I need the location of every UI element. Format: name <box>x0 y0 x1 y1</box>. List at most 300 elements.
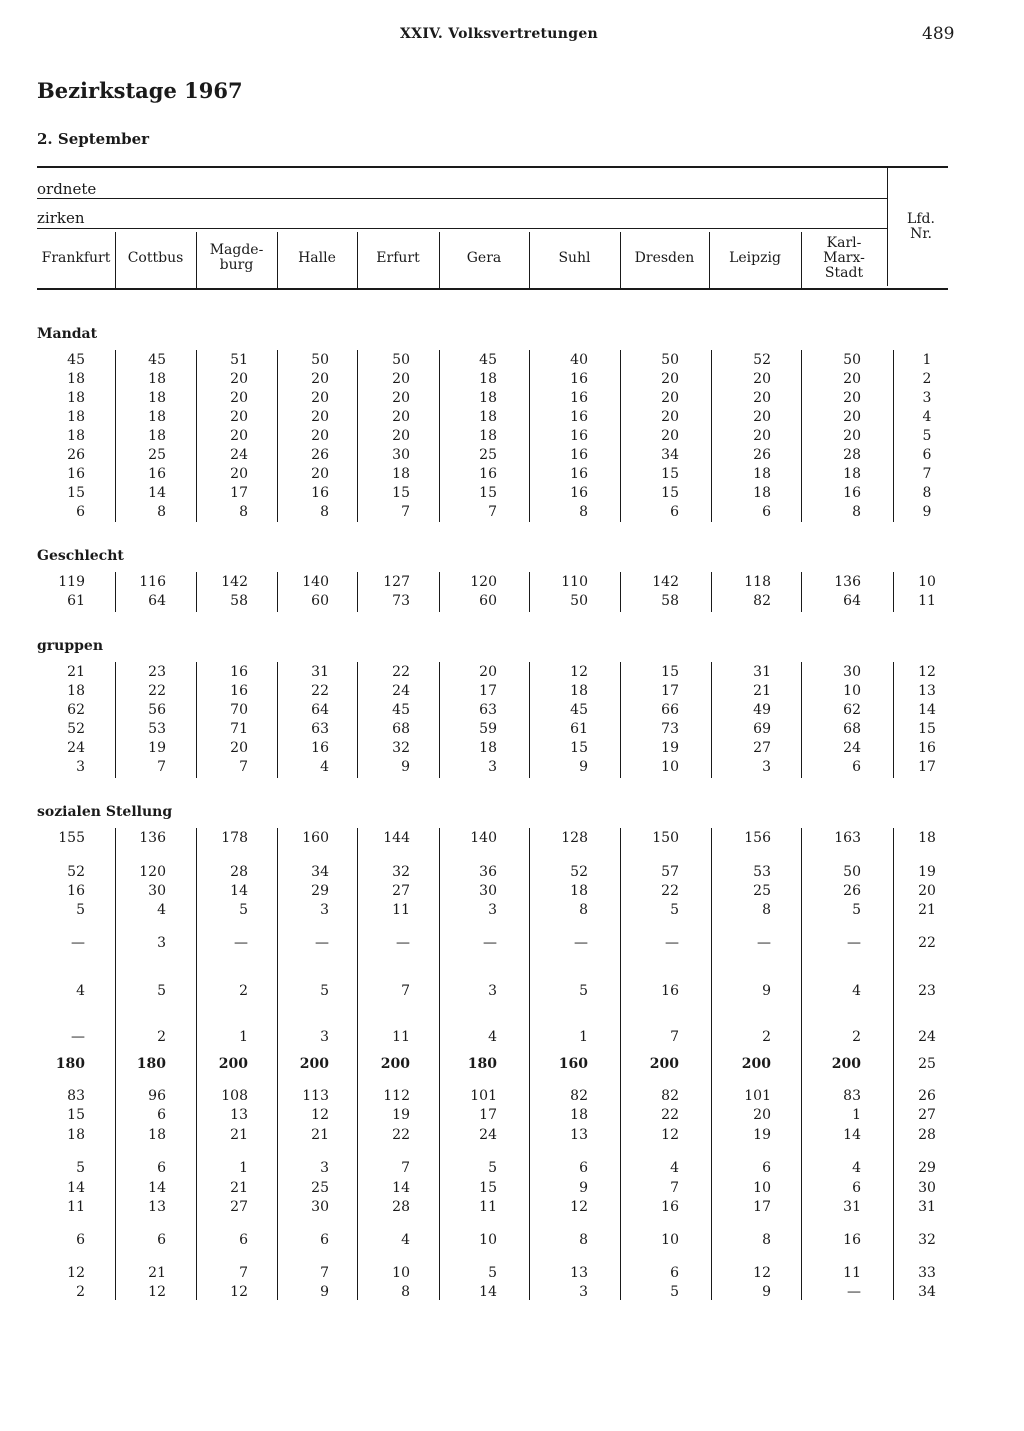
column-rule <box>196 662 197 778</box>
table-cell: 120 <box>470 574 497 590</box>
table-cell: 32 <box>392 740 410 756</box>
table-cell: 20 <box>311 466 329 482</box>
table-cell: 73 <box>392 593 410 609</box>
table-cell: 2 <box>762 1029 771 1045</box>
column-rule <box>711 572 712 612</box>
table-cell: 16 <box>67 466 85 482</box>
table-cell: 22 <box>661 883 679 899</box>
column-rule <box>196 572 197 612</box>
table-cell: 15 <box>479 485 497 501</box>
table-cell: 60 <box>479 593 497 609</box>
table-cell: 62 <box>67 702 85 718</box>
table-cell: 200 <box>741 1056 771 1072</box>
table-cell: 25 <box>311 1180 329 1196</box>
column-rule <box>277 572 278 612</box>
row-number: 2 <box>922 371 932 387</box>
table-cell: 113 <box>302 1088 329 1104</box>
row-number: 5 <box>922 428 932 444</box>
table-cell: 6 <box>157 1160 166 1176</box>
table-cell: 12 <box>753 1265 771 1281</box>
table-cell: 3 <box>76 759 85 775</box>
table-cell: 20 <box>843 409 861 425</box>
table-cell: 50 <box>843 864 861 880</box>
table-cell: 28 <box>843 447 861 463</box>
table-cell: 3 <box>320 902 329 918</box>
table-cell: 12 <box>570 664 588 680</box>
table-cell: 200 <box>831 1056 861 1072</box>
table-cell: 16 <box>230 664 248 680</box>
table-cell: 7 <box>157 759 166 775</box>
row-number: 17 <box>918 759 936 775</box>
table-cell: 5 <box>488 1265 497 1281</box>
row-number: 10 <box>918 574 936 590</box>
header-row-label-2: zirken <box>37 209 85 227</box>
table-cell: 1 <box>239 1029 248 1045</box>
table-cell: 7 <box>670 1180 679 1196</box>
table-cell: 2 <box>239 983 248 999</box>
table-cell: 128 <box>561 830 588 846</box>
page-date: 2. September <box>37 130 150 148</box>
table-cell: 20 <box>392 409 410 425</box>
table-cell: 14 <box>148 485 166 501</box>
table-cell: 64 <box>311 702 329 718</box>
table-cell: — <box>757 935 771 951</box>
table-cell: 14 <box>67 1180 85 1196</box>
table-cell: 14 <box>392 1180 410 1196</box>
table-cell: 82 <box>661 1088 679 1104</box>
table-cell: 13 <box>570 1127 588 1143</box>
table-cell: 14 <box>148 1180 166 1196</box>
table-cell: 18 <box>67 409 85 425</box>
table-cell: 45 <box>148 352 166 368</box>
table-cell: 16 <box>311 740 329 756</box>
table-cell: 26 <box>843 883 861 899</box>
table-cell: — <box>71 935 85 951</box>
column-rule <box>529 572 530 612</box>
table-cell: 150 <box>652 830 679 846</box>
table-cell: 18 <box>843 466 861 482</box>
table-cell: 21 <box>148 1265 166 1281</box>
table-cell: 20 <box>311 390 329 406</box>
table-cell: 1 <box>239 1160 248 1176</box>
column-header-divider <box>801 232 802 288</box>
table-cell: 116 <box>139 574 166 590</box>
table-cell: 180 <box>136 1056 166 1072</box>
table-cell: 26 <box>753 447 771 463</box>
table-cell: 8 <box>320 504 329 520</box>
table-cell: 20 <box>661 390 679 406</box>
table-cell: 120 <box>139 864 166 880</box>
table-cell: 83 <box>67 1088 85 1104</box>
table-cell: 2 <box>76 1284 85 1300</box>
table-cell: 160 <box>558 1056 588 1072</box>
table-cell: 11 <box>479 1199 497 1215</box>
table-cell: 142 <box>652 574 679 590</box>
table-cell: 156 <box>744 830 771 846</box>
table-cell: 3 <box>320 1160 329 1176</box>
table-cell: 31 <box>843 1199 861 1215</box>
table-cell: 60 <box>311 593 329 609</box>
table-cell: 16 <box>843 1232 861 1248</box>
table-cell: 5 <box>157 983 166 999</box>
table-cell: 70 <box>230 702 248 718</box>
table-cell: 96 <box>148 1088 166 1104</box>
row-number: 18 <box>918 830 936 846</box>
column-header: Frankfurt <box>41 249 111 266</box>
row-number: 27 <box>918 1107 936 1123</box>
table-cell: 7 <box>401 1160 410 1176</box>
table-cell: 3 <box>488 759 497 775</box>
table-cell: 20 <box>479 664 497 680</box>
table-cell: 11 <box>843 1265 861 1281</box>
table-cell: 17 <box>230 485 248 501</box>
table-cell: 3 <box>157 935 166 951</box>
column-rule <box>439 828 440 1300</box>
table-cell: 30 <box>843 664 861 680</box>
table-cell: 163 <box>834 830 861 846</box>
column-header: Gera <box>466 249 502 266</box>
column-rule <box>711 828 712 1300</box>
table-cell: 18 <box>67 390 85 406</box>
table-cell: 7 <box>670 1029 679 1045</box>
table-cell: 50 <box>661 352 679 368</box>
table-cell: 61 <box>67 593 85 609</box>
table-cell: 18 <box>148 390 166 406</box>
row-number: 25 <box>918 1056 936 1072</box>
table-cell: 6 <box>76 1232 85 1248</box>
table-cell: 22 <box>392 1127 410 1143</box>
table-cell: 50 <box>392 352 410 368</box>
table-cell: 15 <box>661 485 679 501</box>
row-number: 26 <box>918 1088 936 1104</box>
table-cell: 4 <box>157 902 166 918</box>
table-cell: 4 <box>670 1160 679 1176</box>
table-cell: 22 <box>148 683 166 699</box>
row-number: 12 <box>918 664 936 680</box>
table-cell: 21 <box>67 664 85 680</box>
column-rule <box>196 828 197 1300</box>
column-header: Magde- burg <box>209 242 264 273</box>
table-cell: 108 <box>221 1088 248 1104</box>
table-cell: 2 <box>852 1029 861 1045</box>
table-cell: 15 <box>661 466 679 482</box>
table-cell: 2 <box>157 1029 166 1045</box>
table-cell: 31 <box>311 664 329 680</box>
table-cell: 8 <box>239 504 248 520</box>
table-cell: 21 <box>230 1180 248 1196</box>
table-cell: 11 <box>67 1199 85 1215</box>
table-cell: 200 <box>649 1056 679 1072</box>
table-cell: 12 <box>661 1127 679 1143</box>
table-cell: 52 <box>753 352 771 368</box>
table-cell: 30 <box>479 883 497 899</box>
row-number: 30 <box>918 1180 936 1196</box>
column-header: Halle <box>298 249 336 266</box>
table-cell: 20 <box>661 371 679 387</box>
table-cell: 17 <box>661 683 679 699</box>
table-cell: 36 <box>479 864 497 880</box>
table-cell: 20 <box>230 466 248 482</box>
table-cell: 4 <box>852 1160 861 1176</box>
table-cell: 5 <box>852 902 861 918</box>
table-cell: 13 <box>230 1107 248 1123</box>
table-cell: 18 <box>753 485 771 501</box>
table-cell: 6 <box>852 1180 861 1196</box>
table-cell: 63 <box>311 721 329 737</box>
table-cell: 160 <box>302 830 329 846</box>
table-cell: 5 <box>239 902 248 918</box>
table-cell: 8 <box>157 504 166 520</box>
table-cell: 50 <box>570 593 588 609</box>
table-cell: 20 <box>753 390 771 406</box>
table-cell: 101 <box>470 1088 497 1104</box>
table-cell: 68 <box>843 721 861 737</box>
table-cell: 19 <box>148 740 166 756</box>
table-cell: 4 <box>488 1029 497 1045</box>
table-cell: 6 <box>157 1232 166 1248</box>
column-rule <box>357 572 358 612</box>
table-cell: 64 <box>843 593 861 609</box>
table-cell: 8 <box>762 1232 771 1248</box>
table-cell: 20 <box>753 409 771 425</box>
row-number: 8 <box>922 485 932 501</box>
row-number: 32 <box>918 1232 936 1248</box>
page-title: Bezirkstage 1967 <box>37 78 243 103</box>
table-cell: 9 <box>579 1180 588 1196</box>
table-cell: 6 <box>320 1232 329 1248</box>
table-cell: 16 <box>311 485 329 501</box>
table-cell: 7 <box>239 759 248 775</box>
column-header-divider <box>115 232 116 288</box>
table-cell: 155 <box>58 830 85 846</box>
row-number: 9 <box>922 504 932 520</box>
table-cell: 61 <box>570 721 588 737</box>
table-cell: 6 <box>157 1107 166 1123</box>
table-cell: 57 <box>661 864 679 880</box>
table-cell: 20 <box>392 371 410 387</box>
table-cell: 7 <box>401 504 410 520</box>
table-cell: 49 <box>753 702 771 718</box>
column-rule <box>801 662 802 778</box>
table-cell: 50 <box>311 352 329 368</box>
table-cell: 32 <box>392 864 410 880</box>
table-cell: 10 <box>843 683 861 699</box>
table-cell: 14 <box>843 1127 861 1143</box>
column-header: Leipzig <box>729 249 781 266</box>
table-cell: 24 <box>67 740 85 756</box>
table-cell: 200 <box>218 1056 248 1072</box>
table-cell: 20 <box>311 428 329 444</box>
header-top-rule <box>37 166 948 168</box>
table-cell: 16 <box>570 390 588 406</box>
table-cell: 18 <box>67 1127 85 1143</box>
column-rule <box>893 662 894 778</box>
table-cell: 3 <box>488 983 497 999</box>
table-cell: 63 <box>479 702 497 718</box>
column-header-divider <box>357 232 358 288</box>
table-cell: 112 <box>383 1088 410 1104</box>
row-number: 22 <box>918 935 936 951</box>
table-cell: 101 <box>744 1088 771 1104</box>
table-cell: 24 <box>392 683 410 699</box>
table-cell: 19 <box>753 1127 771 1143</box>
table-cell: 8 <box>401 1284 410 1300</box>
column-rule <box>711 662 712 778</box>
column-rule <box>801 828 802 1300</box>
table-cell: — <box>234 935 248 951</box>
table-cell: 29 <box>311 883 329 899</box>
table-cell: 20 <box>843 371 861 387</box>
table-cell: 12 <box>148 1284 166 1300</box>
table-cell: 45 <box>392 702 410 718</box>
column-rule <box>277 662 278 778</box>
column-header-divider <box>196 232 197 288</box>
table-cell: — <box>315 935 329 951</box>
table-cell: 15 <box>67 1107 85 1123</box>
row-number: 16 <box>918 740 936 756</box>
table-cell: 18 <box>753 466 771 482</box>
table-cell: 10 <box>753 1180 771 1196</box>
table-cell: 52 <box>67 721 85 737</box>
table-cell: 56 <box>148 702 166 718</box>
table-cell: 9 <box>401 759 410 775</box>
table-cell: 18 <box>148 428 166 444</box>
table-cell: 18 <box>392 466 410 482</box>
table-cell: 140 <box>470 830 497 846</box>
column-rule <box>893 350 894 522</box>
row-number: 14 <box>918 702 936 718</box>
table-cell: 27 <box>230 1199 248 1215</box>
table-cell: 20 <box>230 371 248 387</box>
header-bottom-rule <box>37 288 948 290</box>
table-cell: 16 <box>570 485 588 501</box>
table-cell: 178 <box>221 830 248 846</box>
column-rule <box>439 662 440 778</box>
running-head: XXIV. Volksvertretungen <box>400 26 599 42</box>
page-number: 489 <box>922 24 955 44</box>
table-cell: 6 <box>579 1160 588 1176</box>
table-cell: 20 <box>311 409 329 425</box>
table-cell: 1 <box>579 1029 588 1045</box>
lfd-nr-header: Lfd. Nr. <box>907 211 935 242</box>
section-label: gruppen <box>37 638 104 654</box>
table-cell: 16 <box>570 371 588 387</box>
section-label: Geschlecht <box>37 548 124 564</box>
table-cell: 13 <box>148 1199 166 1215</box>
table-cell: 20 <box>392 428 410 444</box>
table-cell: 15 <box>67 485 85 501</box>
table-cell: 17 <box>753 1199 771 1215</box>
table-cell: 1 <box>852 1107 861 1123</box>
row-number: 29 <box>918 1160 936 1176</box>
table-cell: 25 <box>148 447 166 463</box>
table-cell: 26 <box>67 447 85 463</box>
table-cell: 6 <box>670 1265 679 1281</box>
table-cell: 16 <box>67 883 85 899</box>
column-rule <box>529 828 530 1300</box>
table-cell: 20 <box>843 390 861 406</box>
table-cell: 68 <box>392 721 410 737</box>
table-cell: 30 <box>392 447 410 463</box>
table-cell: — <box>483 935 497 951</box>
table-cell: 20 <box>661 409 679 425</box>
table-cell: 4 <box>852 983 861 999</box>
table-cell: 20 <box>753 1107 771 1123</box>
table-cell: 19 <box>392 1107 410 1123</box>
column-header-divider <box>620 232 621 288</box>
table-cell: 18 <box>570 1107 588 1123</box>
table-cell: 12 <box>230 1284 248 1300</box>
table-cell: 18 <box>67 371 85 387</box>
table-cell: 82 <box>570 1088 588 1104</box>
table-cell: 6 <box>239 1232 248 1248</box>
table-cell: 3 <box>762 759 771 775</box>
table-cell: 24 <box>479 1127 497 1143</box>
table-cell: 8 <box>579 1232 588 1248</box>
table-cell: 6 <box>762 1160 771 1176</box>
table-cell: 10 <box>392 1265 410 1281</box>
table-cell: 20 <box>753 428 771 444</box>
table-cell: 17 <box>479 683 497 699</box>
table-cell: 20 <box>661 428 679 444</box>
table-cell: 30 <box>311 1199 329 1215</box>
table-cell: 20 <box>230 428 248 444</box>
table-cell: 50 <box>843 352 861 368</box>
table-cell: 14 <box>230 883 248 899</box>
column-rule <box>357 350 358 522</box>
table-cell: 6 <box>762 504 771 520</box>
section-label: Mandat <box>37 326 98 342</box>
table-cell: 59 <box>479 721 497 737</box>
column-rule <box>620 350 621 522</box>
table-cell: 20 <box>753 371 771 387</box>
table-cell: 18 <box>67 428 85 444</box>
table-cell: 27 <box>753 740 771 756</box>
row-number: 24 <box>918 1029 936 1045</box>
header-lfd-divider <box>887 168 888 286</box>
column-rule <box>620 828 621 1300</box>
table-cell: 16 <box>479 466 497 482</box>
table-cell: 26 <box>311 447 329 463</box>
column-rule <box>277 828 278 1300</box>
table-cell: 6 <box>76 504 85 520</box>
table-cell: 8 <box>579 902 588 918</box>
header-row-label-1: ordnete <box>37 180 97 198</box>
table-cell: 16 <box>570 409 588 425</box>
table-cell: 11 <box>392 902 410 918</box>
table-cell: 5 <box>670 1284 679 1300</box>
table-cell: 8 <box>852 504 861 520</box>
table-cell: 118 <box>744 574 771 590</box>
table-cell: 83 <box>843 1088 861 1104</box>
table-cell: 15 <box>479 1180 497 1196</box>
table-cell: 45 <box>67 352 85 368</box>
table-cell: 16 <box>661 983 679 999</box>
table-cell: 20 <box>311 371 329 387</box>
column-rule <box>801 572 802 612</box>
column-header: Erfurt <box>376 249 420 266</box>
table-cell: 23 <box>148 664 166 680</box>
table-cell: 21 <box>311 1127 329 1143</box>
table-cell: 8 <box>762 902 771 918</box>
row-number: 33 <box>918 1265 936 1281</box>
table-cell: 4 <box>401 1232 410 1248</box>
column-header-divider <box>277 232 278 288</box>
table-cell: 71 <box>230 721 248 737</box>
table-cell: 22 <box>392 664 410 680</box>
table-cell: 28 <box>392 1199 410 1215</box>
table-cell: — <box>574 935 588 951</box>
